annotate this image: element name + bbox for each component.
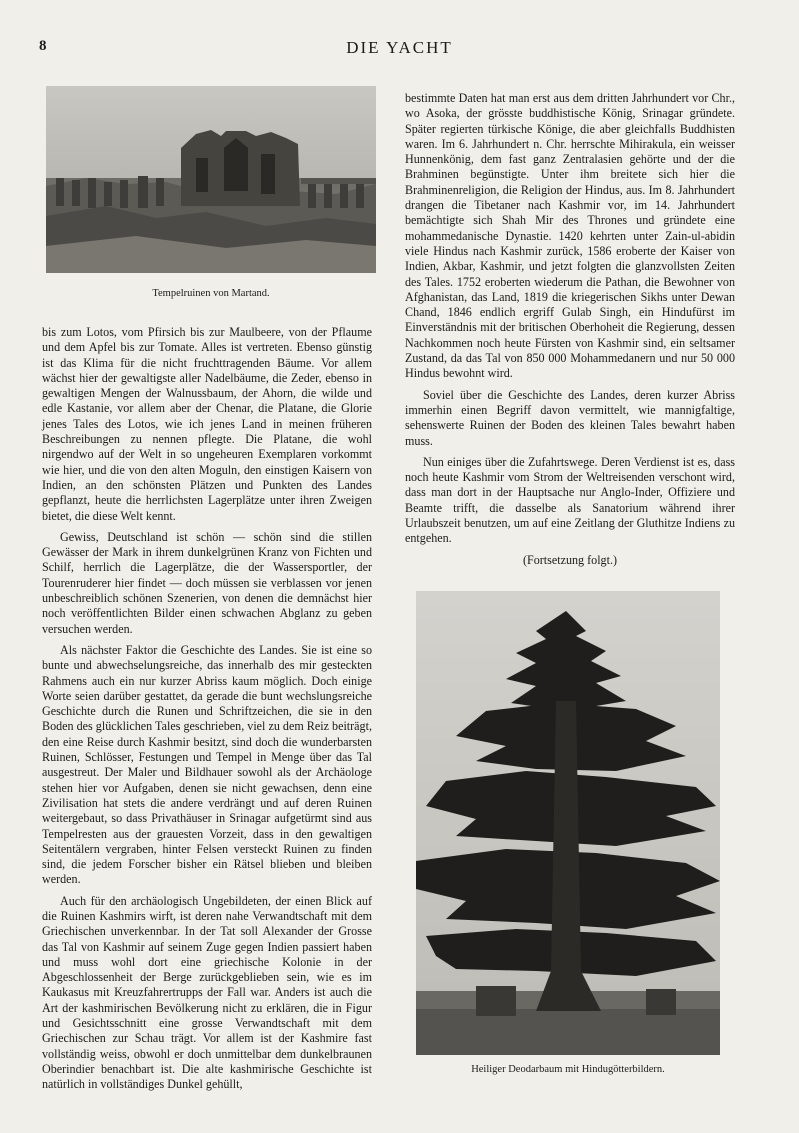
paragraph: Gewiss, Deutschland ist schön — schön sind die stillen Gewässer der Mark in ihrem dunkelgrünen Kranz von Fichten und Schilf, herrlich die Lagerplätze, die der Wassersportler, der Tourenruderer hier findet — doch müssen sie verblassen vor jenen unbeschreiblich schönen Szenerien, von denen die demnächst hier noch veröffentlichten Bilder einen schwachen Abglanz zu geben versuchen werden. bbox=[42, 529, 372, 636]
paragraph: bis zum Lotos, vom Pfirsich bis zur Maulbeere, von der Pflaume und dem Apfel bis zur Tomate. Alles ist vertreten. Ebenso günstig ist das Klima für die nicht fruchttragenden Bäume. Vor allem wächst hier der gewaltigste aller Nadelbäume, die Zeder, ebenso in gewaltigen Mengen der Walnussbaum, der Ahorn, die wilde und edle Kastanie, vor allem aber der Chenar, die Platane, die Glorie jenes Tales des Lotos, wie ich jenes Land in meinen früheren Beschreibungen zu nennen pflegte. Die Platane, die wohl nirgendwo auf der Welt in so ungeheuren Exemplaren vorkommt wie hier, und die von den alten Moguln, den einstigen Kaisern von Indien, an den schönsten Plätzen und Punkten des Landes gepflanzt, heute die herrlichsten Lagerplätze unter ihren Zweigen bietet, die diese Welt kennt. bbox=[42, 325, 372, 523]
paragraph: bestimmte Daten hat man erst aus dem dritten Jahrhundert vor Chr., wo Asoka, der grösste buddhistische König, Srinagar gründete. Später regierten türkische Könige, die aber gleichfalls Buddhisten waren. Im 6. Jahrhundert n. Chr. herrschte Mihirakula, ein weisser Hunnenkönig, dem fast ganz Zentralasien gehörte und der die Brahminen begünstigte. Unter ihm breitete sich hier die Brahminenreligion, die Religion der Hindus, aus. Im 8. Jahrhundert drangen die Tibetaner nach Kashmir vor, im 14. Jahrhundert bemächtigte sich Shah Mir des Thrones und gründete eine mohammedanische Dynastie. 1420 kehrten unter Zain-ul-abidin viele Hindus nach Kashmir zurück, 1586 eroberte der Kaiser von Indien, Akbar, Kashmir, und jetzt folgten die glanzvollsten Zeiten des Tales. 1752 eroberten wiederum die Pathan, die Bewohner von Afghanistan, das Land, 1819 die kriegerischen Sikhs unter Dewan Chand, 1846 endlich ergriff Gulab Singh, ein Hindufürst im Einverständnis mit der britischen Oberhoheit die Regierung, dessen Nachkommen noch heute Fürsten von Kashmir sind, ein seltsamer Zustand, da das Tal von 850 000 Mohammedanern und nur 50 000 Hindus bewohnt wird. bbox=[405, 91, 735, 381]
paragraph: Nun einiges über die Zufahrtswege. Deren Verdienst ist es, dass noch heute Kashmir vom Strom der Weltreisenden verschont wird, dass man dort in der Hauptsache nur Anglo-Inder, Offiziere und Beamte trifft, die dasselbe als Sanatorium während ihrer Urlaubszeit benutzen, um auf eine Zeitlang der Gluthitze Indiens zu entgehen. bbox=[405, 454, 735, 546]
paragraph: Auch für den archäologisch Ungebildeten, der einen Blick auf die Ruinen Kashmirs wirft, ist deren nahe Verwandtschaft mit dem Griechischen unverkennbar. In der Tat soll Alexander der Grosse das Tal von Kashmir auf seinem Zuge gegen Indien passiert haben und muss wohl dort eine griechische Kolonie in der Abgeschlossenheit der Berge zurückgeblieben sein, wie es im Kaukasus mit Kreuzfahrertrupps der Fall war. Anders ist auch die Art der kashmirischen Bevölkerung nicht zu erklären, die in Figur und Gesichtsschnitt eine grosse Verwandtschaft mit dem Griechischen zur Schau trägt. Vor allem ist der Kashmire fast vollständig weiss, obwohl er doch unmittelbar dem dunkelbraunen Oberindier benachbart ist. Die alte kashmirische Geschichte ist natürlich in vollständiges Dunkel gehüllt, bbox=[42, 893, 372, 1092]
tree-photo-caption: Heiliger Deodarbaum mit Hindugötterbildern. bbox=[471, 1064, 665, 1075]
left-text-column bbox=[42, 325, 372, 1099]
temple-photo-caption: Tempelruinen von Martand. bbox=[152, 288, 270, 299]
continuation-note: (Fortsetzung folgt.) bbox=[522, 552, 618, 567]
running-head-title: DIE YACHT bbox=[346, 38, 453, 57]
right-text-column bbox=[405, 91, 735, 574]
temple-ruins-photo bbox=[46, 86, 376, 273]
deodar-tree-photo bbox=[416, 591, 720, 1055]
paragraph: Als nächster Faktor die Geschichte des Landes. Sie ist eine so bunte und abwechselungsreiche, das innerhalb des mir gesteckten Rahmens auch ein nur kurzer Abriss kaum möglich. Doch einige Worte seien darüber gestattet, da gerade die bunt wechslungsreiche Geschichte durch die Runen und Schriftzeichen, die sie in den Boden des glücklichen Tales geschrieben, viel zu dem Reiz beiträgt, den eine Reise durch Kashmir besitzt, sind doch die wunderbarsten Ruinen, Schlösser, Festungen und Tempel in Menge über das Tal ausgestreut. Der Maler und Bildhauer sowohl als der Archäologe stehen hier vor Aufgaben, denen sie nicht gewachsen, denn eine Zivilisation hat stets die andere verdrängt und auf deren Ruinen weitergebaut, so dass Privathäuser in Srinagar aufgetürmt sind aus Tempelresten aus der grauesten Vorzeit, dass in den gewaltigen Seitentälern vergraben, hinter Felsen versteckt Ruinen zu finden sind, die jedem Forscher bisher ein Rätsel blieben und bleiben werden. bbox=[42, 642, 372, 887]
page-number: 8 bbox=[39, 38, 47, 54]
paragraph: Soviel über die Geschichte des Landes, deren kurzer Abriss immerhin einen Begriff davon vermittelt, wie mannigfaltige, sehenswerte Ruinen der Boden des kleinen Tales bewahrt haben muss. bbox=[405, 387, 735, 448]
